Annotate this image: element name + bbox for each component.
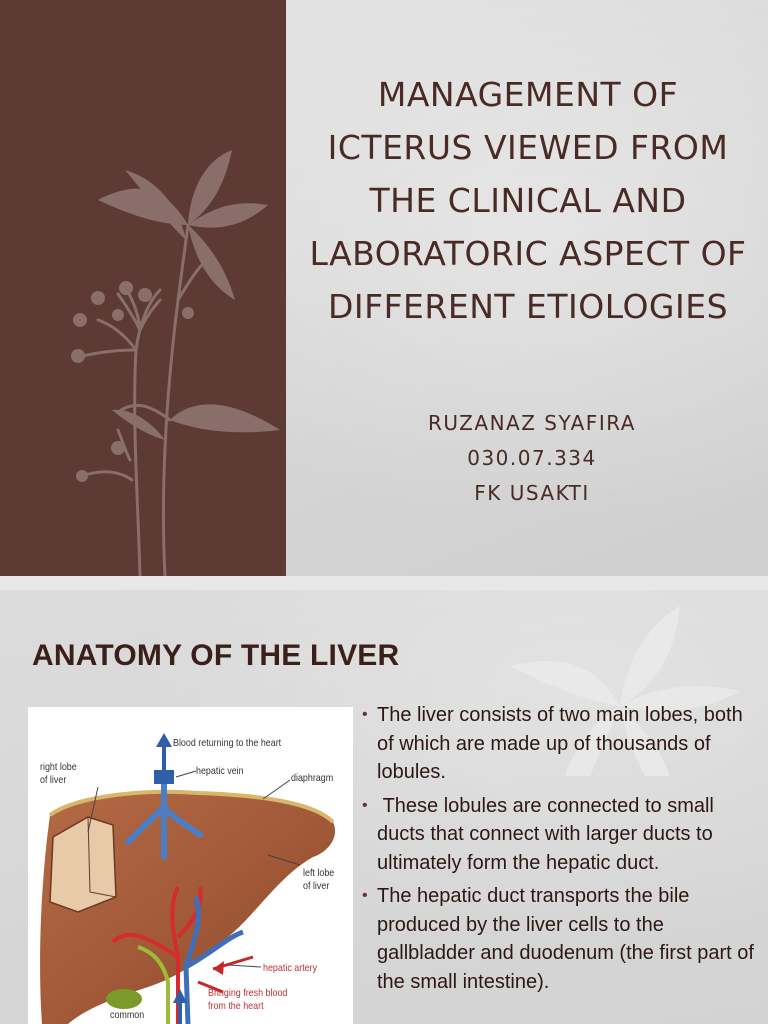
presentation-title: MANAGEMENT OF ICTERUS VIEWED FROM THE CLINICAL AND LABORATORIC ASPECT OF DIFFERENT ETIOLOGIES bbox=[309, 75, 747, 326]
label-right-lobe: right lobe of liver bbox=[40, 761, 77, 786]
label-fresh-blood: Bringing fresh blood from the heart bbox=[208, 987, 288, 1012]
bullet-text: The hepatic duct transports the bile produced by the liver cells to the gallbladder and duodenum (the first part of the small intestine). bbox=[377, 885, 754, 993]
label-hepatic-vein: hepatic vein bbox=[196, 765, 244, 777]
bullet-item bbox=[360, 792, 760, 878]
bullet-dot-icon: • bbox=[362, 796, 368, 814]
institution: FK USAKTI bbox=[474, 481, 590, 505]
bullet-item bbox=[360, 701, 760, 787]
bullet-dot-icon: • bbox=[362, 706, 368, 723]
liver-diagram bbox=[28, 707, 353, 1024]
bullet-text: These lobules are connected to small ducts that connect with larger ducts to ultimately form the hepatic duct. bbox=[377, 794, 720, 874]
liver-illustration-icon bbox=[28, 707, 353, 1024]
plant-silhouette-icon bbox=[0, 0, 286, 576]
bullet-text: The liver consists of two main lobes, both of which are made up of thousands of lobules. bbox=[377, 704, 743, 783]
label-hepatic-artery: hepatic artery bbox=[263, 962, 318, 974]
student-id: 030.07.334 bbox=[467, 446, 597, 470]
bullet-dot-icon: • bbox=[362, 887, 368, 904]
bullet-list bbox=[360, 701, 760, 1001]
decorative-panel bbox=[0, 0, 286, 576]
label-diaphragm: diaphragm bbox=[291, 772, 334, 784]
author-name: RUZANAZ SYAFIRA bbox=[428, 411, 636, 435]
label-blood-returning: Blood returning to the heart bbox=[173, 737, 282, 749]
bullet-item bbox=[360, 882, 760, 996]
anatomy-slide bbox=[0, 576, 768, 1024]
label-left-lobe: left lobe of liver bbox=[303, 867, 335, 892]
author-block bbox=[300, 406, 764, 511]
slide-heading: ANATOMY OF THE LIVER bbox=[32, 639, 400, 672]
label-common: common bbox=[110, 1009, 145, 1021]
